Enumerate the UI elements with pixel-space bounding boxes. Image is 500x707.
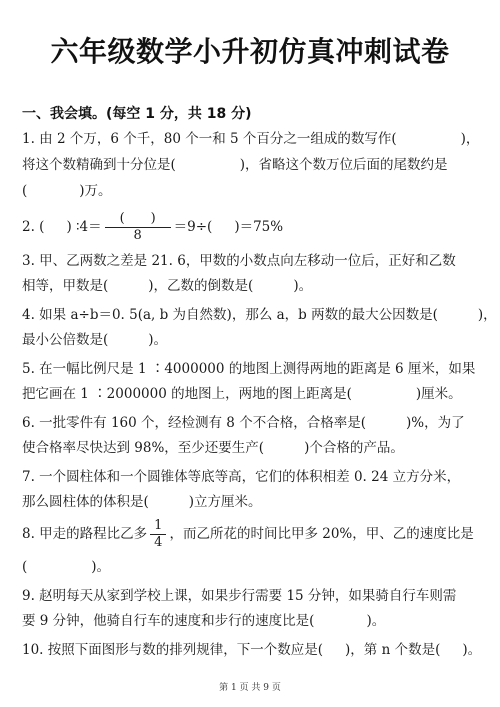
fraction-paren: ) <box>150 211 156 226</box>
fraction-blank-over-8 <box>105 211 171 244</box>
q6-text: )%，为了 <box>405 415 465 431</box>
q9-text: 要 9 分钟，他骑自行车的速度和步行的速度比是( <box>22 613 315 629</box>
question-9-line-2 <box>22 612 484 630</box>
q8-text: ，而乙所花的时间比甲多 20%，甲、乙的速度比是 <box>169 526 474 542</box>
fraction-one-quarter <box>150 518 166 551</box>
question-1-line-2 <box>22 156 484 174</box>
fraction-denominator: 8 <box>133 228 142 243</box>
q4-text: )。 <box>148 332 168 348</box>
question-10-line <box>22 641 484 659</box>
q3-text: )。 <box>293 278 313 294</box>
question-7-line-1: 7. 一个圆柱体和一个圆锥体等底等高，它们的体积相差 0. 24 立方分米， <box>22 469 461 485</box>
question-1-line-1 <box>22 130 484 148</box>
q8-text: )。 <box>91 559 111 575</box>
q6-text: 使合格率尽快达到 98%，至少还要生产( <box>22 440 265 456</box>
question-5-line-1: 5. 在一幅比例尺是 1 ∶4000000 的地图上测得两地的距离是 6 厘米，如果 <box>22 361 476 377</box>
q7-text: 那么圆柱体的体积是( <box>22 494 149 510</box>
question-5-line-2 <box>22 385 484 403</box>
q7-text: )立方厘米。 <box>188 494 262 510</box>
page-footer: 第 1 页 共 9 页 <box>219 683 281 693</box>
q3-text: )，乙数的倒数是( <box>148 278 254 294</box>
q5-text: )厘米。 <box>415 386 462 402</box>
fraction-denominator: 4 <box>154 535 163 550</box>
q4-text: 最小公倍数是( <box>22 332 109 348</box>
q8-text: 8. 甲走的路程比乙多 <box>22 526 148 542</box>
question-1-line-3 <box>22 182 484 200</box>
question-4-line-1 <box>22 306 497 324</box>
exam-title: 六年级数学小升初仿真冲刺试卷 <box>50 35 450 68</box>
fraction-numerator: 1 <box>154 518 163 533</box>
q10-text: 10. 按照下面图形与数的排列规律，下一个数应是( <box>22 642 324 658</box>
q2-text: 2. ( <box>22 219 45 235</box>
q4-text: 4. 如果 a÷b＝0. 5(a, b 为自然数)，那么 a，b 两数的最大公因数是( <box>22 307 438 323</box>
q10-text: )，第 n 个数是( <box>345 642 441 658</box>
question-6-line-1 <box>22 414 484 432</box>
q4-text: )， <box>477 307 497 323</box>
q10-text: )。 <box>462 642 482 658</box>
q3-text: 相等，甲数是( <box>22 278 109 294</box>
q5-text: 把它画在 1 ∶2000000 的地图上，两地的图上距离是( <box>22 386 352 402</box>
q1-text: )，省略这个数万位后面的尾数约是 <box>239 157 448 173</box>
q6-text: 6. 一批零件有 160 个，经检测有 8 个不合格，合格率是( <box>22 415 366 431</box>
q6-text: )个合格的产品。 <box>304 440 404 456</box>
q9-text: )。 <box>366 613 386 629</box>
q1-text: )万。 <box>79 183 112 199</box>
fraction-paren: ( <box>119 211 125 226</box>
q1-text: 将这个数精确到十分位是( <box>22 157 176 173</box>
question-3-line-2 <box>22 277 484 295</box>
question-6-line-2 <box>22 439 484 457</box>
question-2-line <box>22 210 484 246</box>
q2-text: ＝9÷( <box>173 219 213 235</box>
q1-text: ( <box>22 183 28 199</box>
question-3-line-1: 3. 甲、乙两数之差是 21. 6，甲数的小数点向左移动一位后，正好和乙数 <box>22 253 456 269</box>
q2-text: ) <box>66 219 72 235</box>
question-8-line-1 <box>22 517 484 553</box>
question-7-line-2 <box>22 493 484 511</box>
q2-text: )＝75% <box>234 219 284 235</box>
section-heading: 一、我会填。(每空 1 分，共 18 分) <box>22 106 252 122</box>
q2-text: ∶4＝ <box>76 219 102 235</box>
q8-text: ( <box>22 559 28 575</box>
question-9-line-1: 9. 赵明每天从家到学校上课，如果步行需要 15 分钟，如果骑自行车则需 <box>22 588 457 604</box>
question-8-line-2 <box>22 558 484 576</box>
question-4-line-2 <box>22 331 484 349</box>
q1-text: 1. 由 2 个万，6 个千，80 个一和 5 个百分之一组成的数写作( <box>22 131 397 147</box>
q1-text: )， <box>460 131 480 147</box>
